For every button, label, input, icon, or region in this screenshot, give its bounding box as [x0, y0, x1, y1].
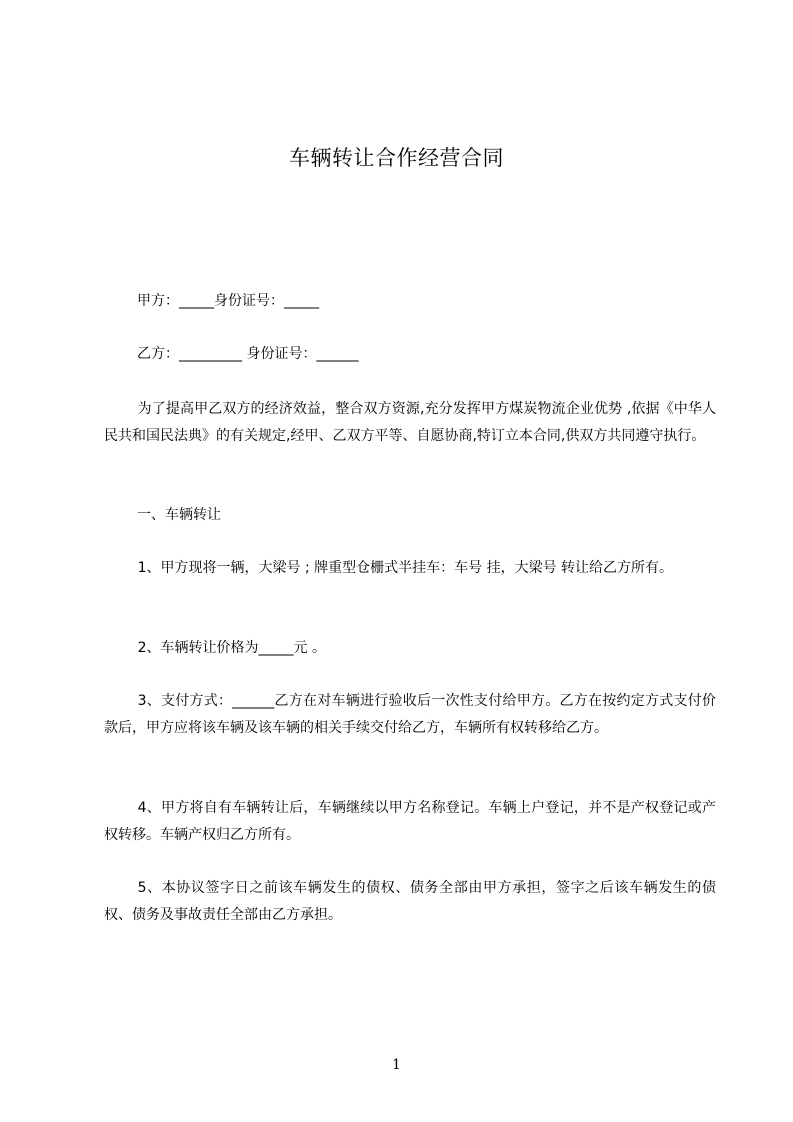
section-heading: 一、车辆转让	[137, 507, 221, 523]
clause-paragraph: 1、甲方现将一辆，大梁号 ; 牌重型仓栅式半挂车：车号 挂，大梁号 转让给乙方所有。	[137, 560, 674, 576]
party-a-line: 甲方：_____身份证号：_____	[137, 293, 319, 309]
party-b-line: 乙方：_________ 身份证号：______	[137, 346, 359, 362]
preamble-paragraph: 为了提高甲乙双方的经济效益，整合双方资源,充分发挥甲方煤炭物流企业优势 ,依据《中华人民共和国民法典》的有关规定,经甲、乙双方平等、自愿协商,特订立本合同,供双方共同遵守执行。	[104, 401, 716, 444]
clause-paragraph: 5、本协议签字日之前该车辆发生的债权、债务全部由甲方承担，签字之后该车辆发生的债权、债务及事故责任全部由乙方承担。	[104, 880, 716, 923]
clause-paragraph: 2、车辆转让价格为_____元 。	[137, 640, 326, 656]
page-number: 1	[392, 1057, 401, 1073]
page-title: 车辆转让合作经营合同	[289, 146, 504, 170]
clause-paragraph: 3、支付方式：______乙方在对车辆进行验收后一次性支付给甲方。乙方在按约定方式支付价款后，甲方应将该车辆及该车辆的相关手续交付给乙方，车辆所有权转移给乙方。	[104, 693, 716, 736]
clause-paragraph: 4、甲方将自有车辆转让后，车辆继续以甲方名称登记。车辆上户登记，并不是产权登记或产权转移。车辆产权归乙方所有。	[104, 800, 716, 843]
